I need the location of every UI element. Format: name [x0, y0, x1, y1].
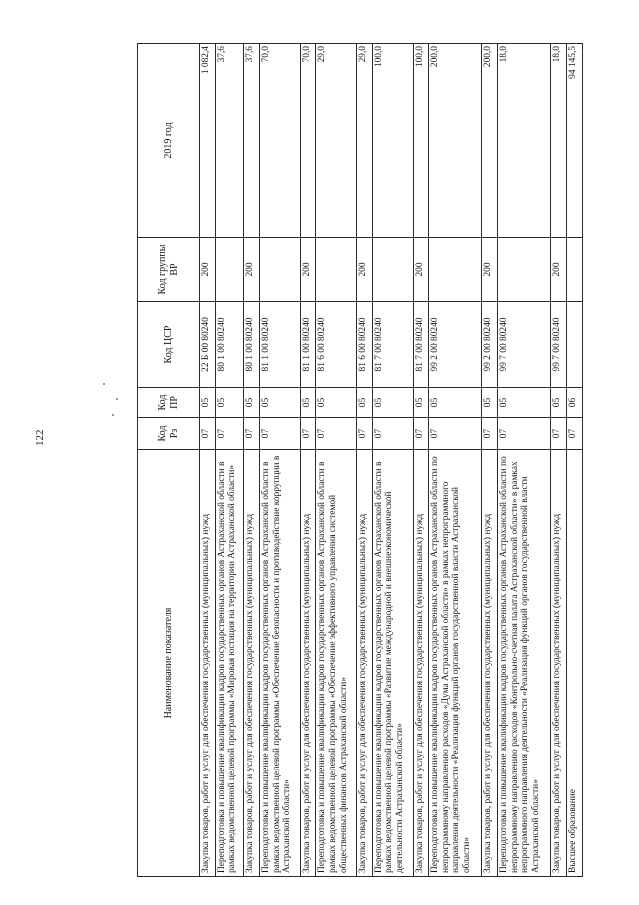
cell-csr: 81 6 00 80240	[357, 302, 373, 388]
cell-amount: 70,0	[259, 44, 300, 238]
cell-amount: 200,0	[429, 44, 482, 238]
cell-name: Закупка товаров, работ и услуг для обеспечения государственных (муниципальных) нужд	[482, 450, 498, 877]
cell-name: Закупка товаров, работ и услуг для обеспечения государственных (муниципальных) нужд	[300, 450, 316, 877]
cell-rz: 07	[316, 418, 357, 450]
cell-csr	[567, 302, 583, 388]
cell-pr: 05	[259, 388, 300, 418]
cell-amount: 94 145,5	[567, 44, 583, 238]
header-vr: Код группы ВР	[138, 238, 200, 302]
table-row	[482, 44, 498, 877]
cell-pr: 05	[413, 388, 429, 418]
header-pr: Код ПР	[138, 388, 200, 418]
cell-rz: 07	[300, 418, 316, 450]
cell-vr: 200	[300, 238, 316, 302]
cell-rz: 07	[429, 418, 482, 450]
scan-speck	[103, 383, 105, 385]
cell-amount: 37,6	[244, 44, 260, 238]
cell-rz: 07	[244, 418, 260, 450]
cell-amount: 70,0	[300, 44, 316, 238]
table-row	[498, 44, 551, 877]
cell-csr: 81 7 00 80240	[372, 302, 413, 388]
cell-pr: 05	[357, 388, 373, 418]
cell-vr	[567, 238, 583, 302]
scan-speck	[116, 398, 118, 400]
table-body	[200, 44, 583, 877]
cell-vr: 200	[482, 238, 498, 302]
cell-pr: 05	[300, 388, 316, 418]
cell-csr: 81 7 00 80240	[413, 302, 429, 388]
cell-rz: 07	[551, 418, 567, 450]
cell-name: Высшее образование	[567, 450, 583, 877]
cell-vr: 200	[413, 238, 429, 302]
cell-csr: 22 Б 00 80240	[200, 302, 216, 388]
table-row	[551, 44, 567, 877]
cell-name: Закупка товаров, работ и услуг для обеспечения государственных (муниципальных) нужд	[413, 450, 429, 877]
cell-amount: 29,0	[316, 44, 357, 238]
rotated-table-container	[137, 44, 583, 877]
cell-rz: 07	[215, 418, 243, 450]
cell-amount: 200,0	[482, 44, 498, 238]
table-row	[259, 44, 300, 877]
table-row	[244, 44, 260, 877]
cell-name: Переподготовка и повышение квалификации кадров государственных органов Астраханской области в рамках ведомственной целевой программы «Обеспечение безопасности и противодействие коррупции в Астраханской области»	[259, 450, 300, 877]
table-row	[429, 44, 482, 877]
table-row	[372, 44, 413, 877]
cell-name: Закупка товаров, работ и услуг для обеспечения государственных (муниципальных) нужд	[357, 450, 373, 877]
cell-name: Переподготовка и повышение квалификации кадров государственных органов Астраханской области в рамках ведомственной целевой программы «Развитие международной и внешнеэкономической деятельности Астраханской области»	[372, 450, 413, 877]
cell-rz: 07	[372, 418, 413, 450]
cell-amount: 1 082,4	[200, 44, 216, 238]
cell-name: Закупка товаров, работ и услуг для обеспечения государственных (муниципальных) нужд	[551, 450, 567, 877]
cell-csr: 81 6 00 80240	[316, 302, 357, 388]
header-year: 2019 год	[138, 44, 200, 238]
cell-rz: 07	[200, 418, 216, 450]
cell-rz: 07	[567, 418, 583, 450]
table-row	[316, 44, 357, 877]
cell-name: Закупка товаров, работ и услуг для обеспечения государственных (муниципальных) нужд	[200, 450, 216, 877]
table-row	[567, 44, 583, 877]
table-row	[300, 44, 316, 877]
cell-name: Закупка товаров, работ и услуг для обеспечения государственных (муниципальных) нужд	[244, 450, 260, 877]
cell-pr: 05	[498, 388, 551, 418]
page-number: 122	[34, 429, 46, 446]
cell-pr: 05	[215, 388, 243, 418]
header-name: Наименование показателя	[138, 450, 200, 877]
cell-pr: 05	[200, 388, 216, 418]
cell-pr: 05	[372, 388, 413, 418]
table-row	[200, 44, 216, 877]
cell-pr: 05	[316, 388, 357, 418]
table-header-row	[138, 44, 200, 877]
cell-pr: 05	[551, 388, 567, 418]
cell-rz: 07	[413, 418, 429, 450]
cell-csr: 81 1 00 80240	[259, 302, 300, 388]
cell-vr	[259, 238, 300, 302]
cell-amount: 100,0	[372, 44, 413, 238]
cell-pr: 05	[244, 388, 260, 418]
cell-amount: 18,0	[551, 44, 567, 238]
cell-csr: 81 1 00 80240	[300, 302, 316, 388]
cell-rz: 07	[357, 418, 373, 450]
cell-vr: 200	[200, 238, 216, 302]
header-rz: Код Рз	[138, 418, 200, 450]
table-row	[413, 44, 429, 877]
table-row	[215, 44, 243, 877]
cell-csr: 80 1 00 80240	[244, 302, 260, 388]
cell-amount: 100,0	[413, 44, 429, 238]
cell-pr: 06	[567, 388, 583, 418]
cell-name: Переподготовка и повышение квалификации кадров государственных органов Астраханской области по непрограммному направлению расходов «Контрольно-счетная палата Астраханской области» в рамках непрограммного направления деятельности «Реализация функций органов государственной власти Астраханской области»	[498, 450, 551, 877]
scan-speck	[112, 414, 114, 416]
cell-vr	[372, 238, 413, 302]
cell-vr	[215, 238, 243, 302]
cell-name: Переподготовка и повышение квалификации кадров государственных органов Астраханской области по непрограммному направлению расходов «Дума Астраханской области» в рамках непрограммного направления деятельности «Реализация функций органов государственной власти Астраханской области»	[429, 450, 482, 877]
cell-pr: 05	[482, 388, 498, 418]
cell-vr	[429, 238, 482, 302]
budget-table	[137, 43, 583, 877]
cell-name: Переподготовка и повышение квалификации кадров государственных органов Астраханской области в рамках ведомственной целевой программы «Обеспечение эффективного управления системой общественных финансов Астраханской области»	[316, 450, 357, 877]
header-csr: Код ЦСР	[138, 302, 200, 388]
cell-rz: 07	[482, 418, 498, 450]
cell-csr: 99 7 00 80240	[498, 302, 551, 388]
cell-csr: 99 7 00 80240	[551, 302, 567, 388]
cell-vr	[498, 238, 551, 302]
cell-name: Переподготовка и повышение квалификации кадров государственных органов Астраханской области в рамках ведомственной целевой программы «Мировая юстиция на территории Астраханской области»	[215, 450, 243, 877]
cell-csr: 80 1 00 80240	[215, 302, 243, 388]
cell-vr	[316, 238, 357, 302]
cell-amount: 37,6	[215, 44, 243, 238]
cell-vr: 200	[357, 238, 373, 302]
cell-vr: 200	[244, 238, 260, 302]
cell-rz: 07	[498, 418, 551, 450]
cell-amount: 29,0	[357, 44, 373, 238]
cell-csr: 99 2 00 80240	[482, 302, 498, 388]
cell-amount: 18,0	[498, 44, 551, 238]
cell-csr: 99 2 00 80240	[429, 302, 482, 388]
cell-pr: 05	[429, 388, 482, 418]
table-row	[357, 44, 373, 877]
cell-rz: 07	[259, 418, 300, 450]
cell-vr: 200	[551, 238, 567, 302]
